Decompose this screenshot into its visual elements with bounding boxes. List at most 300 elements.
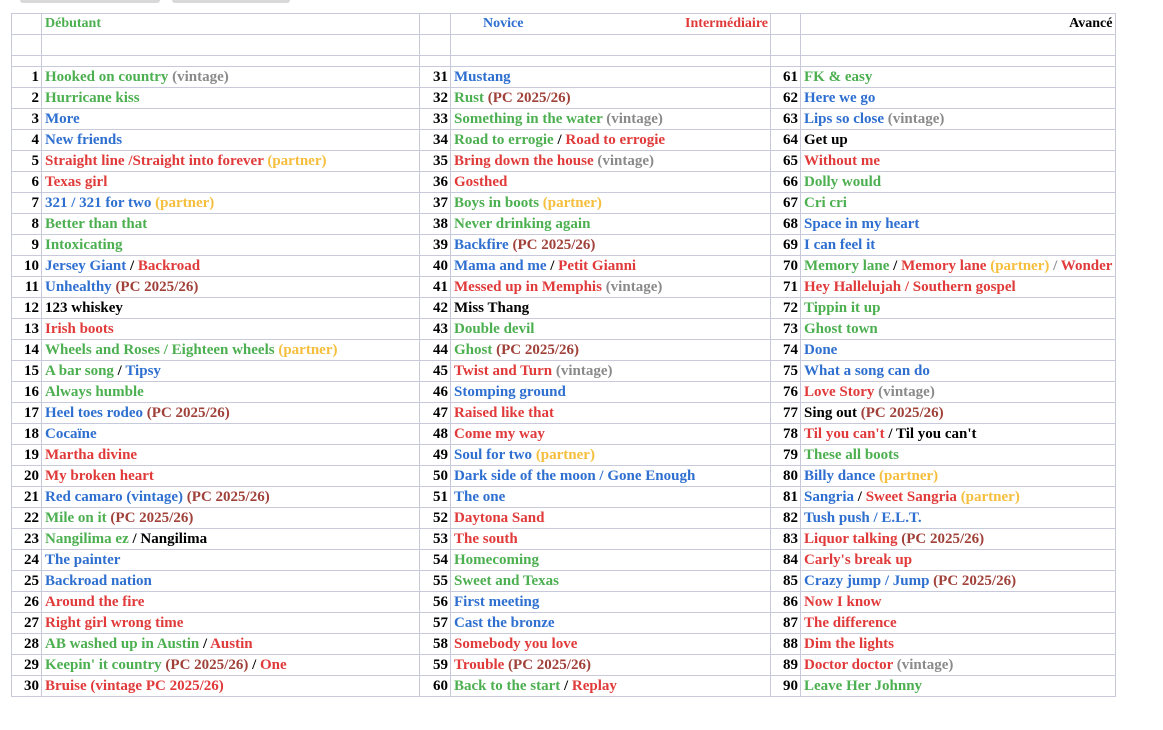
table-row — [12, 424, 1116, 445]
header-novice: Novice — [483, 16, 524, 31]
song-number: 4 — [12, 130, 42, 151]
song-title-cell — [451, 256, 771, 277]
song-title-cell — [42, 676, 420, 697]
song-title-segment: Memory lane — [901, 258, 991, 274]
song-title-cell — [451, 571, 771, 592]
song-title-segment: Leave Her Johnny — [804, 678, 923, 694]
song-title-cell — [42, 529, 420, 550]
song-title-segment: Come my way — [454, 426, 545, 442]
song-title-cell — [451, 340, 771, 361]
song-title-cell — [451, 235, 771, 256]
table-row — [12, 655, 1116, 676]
song-title-cell — [451, 88, 771, 109]
song-title-segment: Mama and me — [454, 258, 551, 274]
song-number: 22 — [12, 508, 42, 529]
song-number: 25 — [12, 571, 42, 592]
header-debutant: Débutant — [42, 14, 420, 35]
song-title-cell — [801, 277, 1116, 298]
table-row — [12, 592, 1116, 613]
song-title-segment: Irish boots — [45, 321, 114, 337]
song-number: 87 — [771, 613, 801, 634]
song-title-cell — [801, 256, 1116, 277]
song-number: 57 — [420, 613, 451, 634]
song-number: 12 — [12, 298, 42, 319]
song-title-segment: / — [1049, 258, 1061, 274]
song-number: 26 — [12, 592, 42, 613]
song-title-cell — [801, 130, 1116, 151]
song-number: 18 — [12, 424, 42, 445]
song-title-segment: FK & easy — [804, 69, 873, 85]
song-title-segment: Always humble — [45, 384, 144, 400]
song-number: 64 — [771, 130, 801, 151]
song-title-cell — [42, 613, 420, 634]
table-row — [12, 550, 1116, 571]
song-title-segment: (vintage) — [597, 153, 655, 169]
song-title-segment: Unhealthy — [45, 279, 116, 295]
gap-cell — [451, 56, 771, 67]
song-number: 43 — [420, 319, 451, 340]
song-number: 16 — [12, 382, 42, 403]
song-number: 8 — [12, 214, 42, 235]
table-row — [12, 151, 1116, 172]
song-title-segment: Love Story — [804, 384, 879, 400]
song-title-segment: A bar song — [45, 363, 118, 379]
song-title-cell — [451, 592, 771, 613]
table-row — [12, 382, 1116, 403]
table-row — [12, 172, 1116, 193]
song-title-segment: (PC 2025/26) — [901, 531, 985, 547]
song-title-segment: Hey Hallelujah / Southern gospel — [804, 279, 1016, 295]
table-row — [12, 466, 1116, 487]
song-title-segment: (PC 2025/26) — [933, 573, 1017, 589]
song-title-cell — [801, 67, 1116, 88]
table-row — [12, 277, 1116, 298]
song-title-segment: Bring down the house — [454, 153, 598, 169]
song-number: 73 — [771, 319, 801, 340]
song-title-segment: (PC 2025/26) — [186, 489, 270, 505]
song-title-segment: Hooked on country — [45, 69, 173, 85]
gap-cell — [12, 56, 42, 67]
song-title-segment: Wonder — [1060, 258, 1113, 274]
song-title-segment: Ghost — [454, 342, 497, 358]
song-title-cell — [42, 571, 420, 592]
song-title-segment: The one — [454, 489, 506, 505]
header-row — [12, 14, 1116, 35]
song-number: 48 — [420, 424, 451, 445]
song-title-segment: Intoxicating — [45, 237, 123, 253]
gap-cell — [420, 56, 451, 67]
song-title-segment: Dolly would — [804, 174, 882, 190]
song-title-segment: Messed up in Memphis — [454, 279, 606, 295]
song-title-cell — [451, 487, 771, 508]
table-row — [12, 130, 1116, 151]
song-title-segment: Without me — [804, 153, 880, 169]
song-number: 47 — [420, 403, 451, 424]
table-row — [12, 214, 1116, 235]
table-row — [12, 571, 1116, 592]
song-title-cell — [42, 172, 420, 193]
song-title-cell — [801, 445, 1116, 466]
song-title-cell — [42, 550, 420, 571]
song-title-segment: Boys in boots — [454, 195, 543, 211]
song-number: 74 — [771, 340, 801, 361]
song-number: 10 — [12, 256, 42, 277]
song-title-segment: Mile on it — [45, 510, 111, 526]
song-title-segment: 321 / 321 for two — [45, 195, 156, 211]
song-number: 62 — [771, 88, 801, 109]
song-number: 35 — [420, 151, 451, 172]
song-number: 23 — [12, 529, 42, 550]
song-title-segment: Something in the water — [454, 111, 607, 127]
song-number: 3 — [12, 109, 42, 130]
song-number: 52 — [420, 508, 451, 529]
song-title-segment: (vintage) — [606, 111, 663, 127]
song-title-segment: (vintage) — [605, 279, 663, 295]
song-title-segment: Daytona Sand — [454, 510, 545, 526]
song-number: 65 — [771, 151, 801, 172]
song-title-cell — [801, 424, 1116, 445]
song-title-cell — [451, 445, 771, 466]
song-number: 84 — [771, 550, 801, 571]
song-title-cell — [451, 319, 771, 340]
table-row — [12, 319, 1116, 340]
song-number: 78 — [771, 424, 801, 445]
song-title-cell — [451, 634, 771, 655]
table-row — [12, 403, 1116, 424]
spacer-cell — [12, 35, 42, 56]
song-title-segment: Now I know — [804, 594, 882, 610]
song-number: 49 — [420, 445, 451, 466]
song-title-cell — [451, 382, 771, 403]
song-rows — [12, 67, 1116, 697]
song-title-cell — [451, 613, 771, 634]
header-intermediaire: Intermédiaire — [685, 16, 768, 31]
song-title-segment: Billy dance — [804, 468, 880, 484]
song-number: 51 — [420, 487, 451, 508]
gap-row — [12, 56, 1116, 67]
gap-cell — [42, 56, 420, 67]
song-list-table — [11, 13, 1116, 697]
song-title-cell — [42, 130, 420, 151]
song-title-segment: The south — [454, 531, 518, 547]
song-number: 58 — [420, 634, 451, 655]
song-title-segment: Here we go — [804, 90, 876, 106]
song-title-cell — [42, 277, 420, 298]
song-title-cell — [801, 340, 1116, 361]
song-title-segment: (PC 2025/26) — [146, 405, 230, 421]
song-number: 68 — [771, 214, 801, 235]
song-number: 29 — [12, 655, 42, 676]
song-title-cell — [42, 487, 420, 508]
song-title-cell — [451, 676, 771, 697]
table-row — [12, 613, 1116, 634]
song-title-cell — [801, 403, 1116, 424]
song-title-segment: These all boots — [804, 447, 900, 463]
song-number: 14 — [12, 340, 42, 361]
song-number: 1 — [12, 67, 42, 88]
song-title-cell — [801, 592, 1116, 613]
song-title-segment: (PC 2025/26) — [110, 510, 194, 526]
song-title-cell — [42, 235, 420, 256]
song-title-segment: (partner) — [879, 468, 939, 484]
song-title-segment: Backfire — [454, 237, 513, 253]
song-number: 28 — [12, 634, 42, 655]
song-number: 32 — [420, 88, 451, 109]
song-title-segment: Mustang — [454, 69, 511, 85]
song-number: 21 — [12, 487, 42, 508]
song-title-segment: Trouble — [454, 657, 509, 673]
song-title-segment: Miss Thang — [454, 300, 530, 316]
song-number: 40 — [420, 256, 451, 277]
song-number: 42 — [420, 298, 451, 319]
song-title-cell — [42, 109, 420, 130]
song-title-segment: Heel toes rodeo — [45, 405, 147, 421]
table-row — [12, 298, 1116, 319]
song-title-segment: Road to errogie — [565, 132, 666, 148]
song-number: 34 — [420, 130, 451, 151]
song-title-segment: Get up — [804, 132, 848, 148]
song-title-segment: Dark side of the moon / Gone Enough — [454, 468, 696, 484]
song-number: 56 — [420, 592, 451, 613]
song-title-segment: Raised like that — [454, 405, 555, 421]
song-title-segment: Soul for two — [454, 447, 536, 463]
song-title-cell — [451, 298, 771, 319]
song-title-segment: Gosthed — [454, 174, 508, 190]
song-title-cell — [42, 214, 420, 235]
song-title-cell — [801, 361, 1116, 382]
header-num-cell — [771, 14, 801, 35]
song-title-segment: Tippin it up — [804, 300, 881, 316]
song-title-segment: Crazy jump / Jump — [804, 573, 934, 589]
song-number: 66 — [771, 172, 801, 193]
song-title-cell — [451, 109, 771, 130]
table-row — [12, 529, 1116, 550]
song-number: 24 — [12, 550, 42, 571]
song-number: 59 — [420, 655, 451, 676]
song-number: 2 — [12, 88, 42, 109]
song-title-segment: (PC 2025/26) — [165, 657, 249, 673]
song-number: 41 — [420, 277, 451, 298]
song-title-cell — [42, 466, 420, 487]
song-title-segment: Dim the lights — [804, 636, 894, 652]
song-title-segment: Somebody you love — [454, 636, 578, 652]
song-number: 13 — [12, 319, 42, 340]
gap-cell — [771, 56, 801, 67]
song-title-cell — [42, 592, 420, 613]
song-title-segment: Doctor doctor — [804, 657, 897, 673]
song-title-cell — [801, 319, 1116, 340]
song-title-segment: More — [45, 111, 80, 127]
song-title-segment: The difference — [804, 615, 897, 631]
song-title-segment: (vintage) — [887, 111, 945, 127]
song-title-cell — [42, 319, 420, 340]
table-row — [12, 88, 1116, 109]
song-title-segment: Bruise (vintage PC 2025/26) — [45, 678, 224, 694]
song-title-cell — [451, 424, 771, 445]
song-number: 61 — [771, 67, 801, 88]
table-row — [12, 676, 1116, 697]
table-row — [12, 508, 1116, 529]
song-title-segment: Hurricane kiss — [45, 90, 140, 106]
song-number: 19 — [12, 445, 42, 466]
song-title-cell — [451, 529, 771, 550]
song-number: 53 — [420, 529, 451, 550]
song-title-segment: Cocaïne — [45, 426, 97, 442]
window-tab-hint — [172, 0, 290, 3]
song-number: 86 — [771, 592, 801, 613]
header-num-cell — [420, 14, 451, 35]
song-title-segment: / Nangilima — [132, 531, 208, 547]
song-number: 88 — [771, 634, 801, 655]
song-title-cell — [451, 550, 771, 571]
song-title-cell — [451, 214, 771, 235]
song-number: 44 — [420, 340, 451, 361]
song-title-cell — [801, 235, 1116, 256]
song-title-cell — [42, 382, 420, 403]
song-title-segment: (vintage) — [172, 69, 229, 85]
song-title-segment: Ghost town — [804, 321, 878, 337]
song-title-segment: / — [893, 258, 902, 274]
song-number: 15 — [12, 361, 42, 382]
song-title-cell — [801, 109, 1116, 130]
song-title-segment: (PC 2025/26) — [115, 279, 199, 295]
song-title-segment: Road to errogie — [454, 132, 558, 148]
song-title-cell — [801, 655, 1116, 676]
song-title-segment: (vintage) — [878, 384, 935, 400]
table-row — [12, 445, 1116, 466]
song-title-cell — [42, 655, 420, 676]
song-title-segment: Keepin' it country — [45, 657, 166, 673]
song-title-segment: Austin — [210, 636, 253, 652]
song-title-segment: Straight line /Straight into forever — [45, 153, 268, 169]
song-title-cell — [451, 361, 771, 382]
song-title-segment: Nangilima ez — [45, 531, 133, 547]
song-number: 79 — [771, 445, 801, 466]
song-title-segment: Done — [804, 342, 838, 358]
song-number: 50 — [420, 466, 451, 487]
song-title-segment: My broken heart — [45, 468, 154, 484]
song-number: 72 — [771, 298, 801, 319]
song-title-cell — [42, 340, 420, 361]
song-number: 33 — [420, 109, 451, 130]
song-title-segment: Twist and Turn — [454, 363, 556, 379]
song-title-segment: Lips so close — [804, 111, 888, 127]
song-title-segment: (partner) — [990, 258, 1050, 274]
song-number: 17 — [12, 403, 42, 424]
song-number: 27 — [12, 613, 42, 634]
song-title-segment: Sing out — [804, 405, 861, 421]
song-title-segment: Sweet Sangria — [865, 489, 961, 505]
spacer-row — [12, 35, 1116, 56]
song-title-segment: / — [248, 657, 260, 673]
song-title-cell — [451, 466, 771, 487]
song-title-cell — [801, 466, 1116, 487]
song-number: 77 — [771, 403, 801, 424]
song-title-cell — [801, 571, 1116, 592]
song-title-cell — [42, 256, 420, 277]
song-title-segment: Around the fire — [45, 594, 145, 610]
song-number: 9 — [12, 235, 42, 256]
song-number: 90 — [771, 676, 801, 697]
song-title-segment: (vintage) — [555, 363, 613, 379]
song-number: 69 — [771, 235, 801, 256]
song-number: 11 — [12, 277, 42, 298]
song-title-segment: Carly's break up — [804, 552, 913, 568]
table-row — [12, 487, 1116, 508]
song-title-cell — [42, 67, 420, 88]
song-number: 71 — [771, 277, 801, 298]
song-number: 5 — [12, 151, 42, 172]
song-number: 70 — [771, 256, 801, 277]
song-title-segment: Never drinking again — [454, 216, 591, 232]
song-title-cell — [42, 298, 420, 319]
song-number: 36 — [420, 172, 451, 193]
song-title-cell — [42, 634, 420, 655]
song-title-segment: / — [563, 678, 572, 694]
song-title-cell — [801, 487, 1116, 508]
song-title-segment: / — [550, 258, 559, 274]
song-title-segment: Double devil — [454, 321, 535, 337]
song-title-cell — [42, 424, 420, 445]
song-title-segment: (partner) — [278, 342, 338, 358]
song-title-cell — [801, 613, 1116, 634]
song-number: 80 — [771, 466, 801, 487]
song-title-segment: Petit Gianni — [558, 258, 637, 274]
song-number: 6 — [12, 172, 42, 193]
song-title-segment: / — [202, 636, 211, 652]
song-title-segment: First meeting — [454, 594, 540, 610]
table-row — [12, 361, 1116, 382]
song-title-segment: What a song can do — [804, 363, 930, 379]
song-title-segment: Homecoming — [454, 552, 539, 568]
song-title-segment: (partner) — [960, 489, 1020, 505]
song-title-segment: Tipsy — [125, 363, 161, 379]
song-title-segment: (partner) — [267, 153, 327, 169]
song-title-segment: (PC 2025/26) — [496, 342, 579, 358]
song-title-segment: Wheels and Roses / Eighteen wheels — [45, 342, 279, 358]
song-number: 82 — [771, 508, 801, 529]
song-number: 60 — [420, 676, 451, 697]
song-title-cell — [451, 277, 771, 298]
song-title-segment: (partner) — [155, 195, 215, 211]
song-title-segment: Right girl wrong time — [45, 615, 184, 631]
song-title-segment: / — [129, 258, 138, 274]
table-row — [12, 256, 1116, 277]
song-title-cell — [451, 67, 771, 88]
spacer-cell — [771, 35, 801, 56]
song-title-segment: (PC 2025/26) — [487, 90, 571, 106]
song-number: 63 — [771, 109, 801, 130]
song-number: 81 — [771, 487, 801, 508]
song-title-cell — [801, 550, 1116, 571]
song-number: 39 — [420, 235, 451, 256]
song-title-cell — [801, 676, 1116, 697]
song-title-segment: One — [260, 657, 287, 673]
song-number: 89 — [771, 655, 801, 676]
song-number: 54 — [420, 550, 451, 571]
song-title-segment: Martha divine — [45, 447, 138, 463]
gap-cell — [801, 56, 1116, 67]
song-title-segment: / — [857, 489, 866, 505]
song-number: 76 — [771, 382, 801, 403]
song-number: 75 — [771, 361, 801, 382]
table-row — [12, 235, 1116, 256]
song-title-segment: Memory lane — [804, 258, 894, 274]
song-title-segment: / Til you can't — [888, 426, 977, 442]
song-number: 83 — [771, 529, 801, 550]
song-title-segment: Sweet and Texas — [454, 573, 560, 589]
song-title-segment: Red camaro (vintage) — [45, 489, 187, 505]
